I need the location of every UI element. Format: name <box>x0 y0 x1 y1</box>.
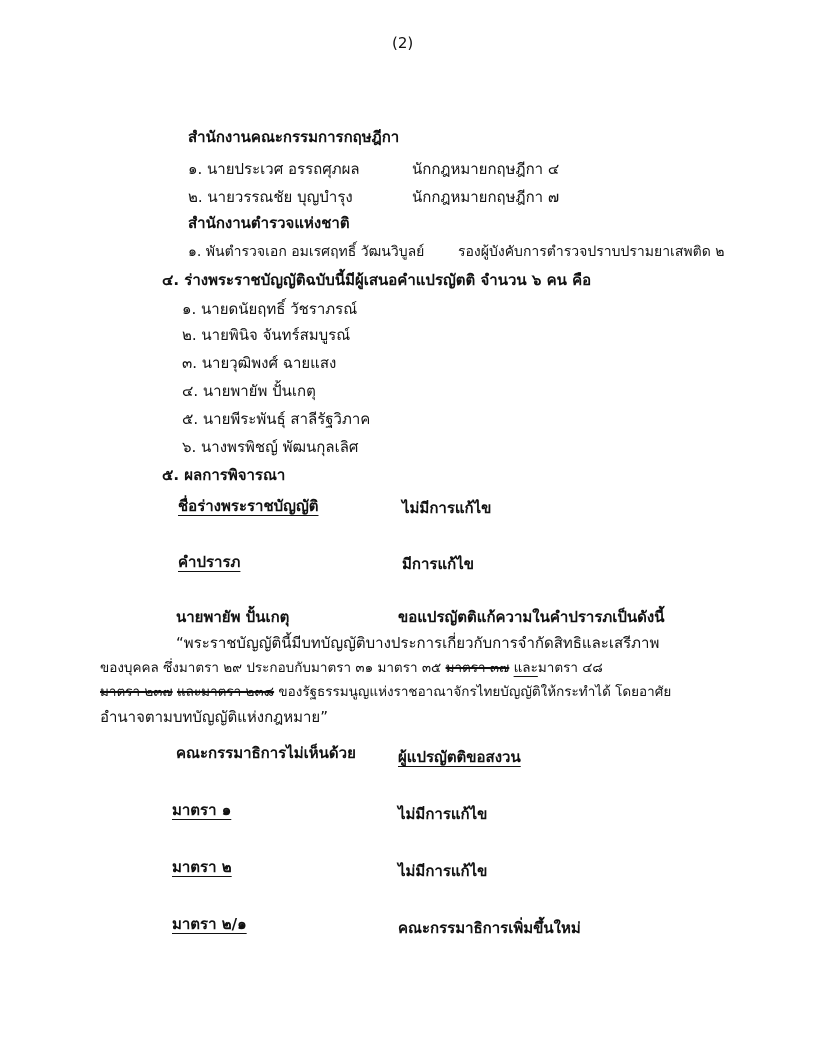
quote-line-1: “พระราชบัญญัตินี้มีบทบัญญัติบางประการเกี่ยวกับการจำกัดสิทธิและเสรีภาพ <box>176 634 660 652</box>
section-5-heading: ๕. ผลการพิจารณา <box>162 466 286 484</box>
office-member-name: ๒. นายวรรณชัย บุญบำรุง <box>188 188 353 206</box>
police-heading: สำนักงานตำรวจแห่งชาติ <box>188 214 350 232</box>
quote-line-2-text: ของบุคคล ซึ่งมาตรา ๒๙ ประกอบกับมาตรา ๓๑ มาตรา ๓๕ <box>100 660 442 676</box>
amender-item: ๑. นายดนัยฤทธิ์ วัชราภรณ์ <box>182 300 358 318</box>
police-member-name: ๑. พันตำรวจเอก อมเรศฤทธิ์ วัฒนวิบูลย์ <box>188 244 425 260</box>
section-label: มาตรา ๒/๑ <box>172 915 247 933</box>
committee-disagree: คณะกรรมาธิการไม่เห็นด้วย <box>176 744 356 762</box>
amender-item: ๓. นายวุฒิพงศ์ ฉายแสง <box>182 354 337 372</box>
section-result: ไม่มีการแก้ไข <box>398 805 488 823</box>
bill-name-label: ชื่อร่างพระราชบัญญัติ <box>178 497 319 515</box>
section-label: มาตรา ๒ <box>172 858 232 876</box>
amender-item: ๔. นายพายัพ ปั้นเกตุ <box>182 382 316 400</box>
quote-line-3 <box>100 684 671 700</box>
office-council-heading: สำนักงานคณะกรรมการกฤษฎีกา <box>188 128 400 146</box>
amender-item: ๒. นายพินิจ จันทร์สมบูรณ์ <box>182 326 351 344</box>
quote-line-2-text: มาตรา ๔๘ <box>537 660 603 676</box>
section-result: ไม่มีการแก้ไข <box>398 862 488 880</box>
quote-line-4: อำนาจตามบทบัญญัติแห่งกฎหมาย” <box>100 708 328 726</box>
mover-request: ขอแปรญัตติแก้ความในคำปรารภเป็นดังนี้ <box>398 608 665 626</box>
quote-line-3-text: ของรัฐธรรมนูญแห่งราชอาณาจักรไทยบัญญัติให้กระทำได้ โดยอาศัย <box>274 684 672 700</box>
office-member-title: นักกฎหมายกฤษฎีกา ๔ <box>412 160 560 178</box>
mover-name: นายพายัพ ปั้นเกตุ <box>176 608 290 626</box>
police-member-title: รองผู้บังคับการตำรวจปราบปรามยาเสพติด ๒ <box>458 244 725 260</box>
section-result: คณะกรรมาธิการเพิ่มขึ้นใหม่ <box>398 919 581 937</box>
mover-reserves: ผู้แปรญัตติขอสงวน <box>398 748 521 766</box>
section-label: มาตรา ๑ <box>172 801 232 819</box>
preamble-result: มีการแก้ไข <box>402 555 474 573</box>
office-member-title: นักกฎหมายกฤษฎีกา ๗ <box>412 188 560 206</box>
office-member-name: ๑. นายประเวศ อรรถศุภผล <box>188 160 360 178</box>
page-number: (2) <box>392 34 414 52</box>
amender-item: ๕. นายพีระพันธุ์ สาลีรัฐวิภาค <box>182 410 371 428</box>
struck-text: มาตรา ๒๓๗ <box>100 684 173 700</box>
amender-item: ๖. นางพรพิชญ์ พัฒนกุลเลิศ <box>182 438 359 456</box>
section-4-heading: ๔. ร่างพระราชบัญญัติฉบับนี้มีผู้เสนอคำแปรญัตติ จำนวน ๖ คน คือ <box>162 271 592 289</box>
bill-name-result: ไม่มีการแก้ไข <box>402 499 492 517</box>
struck-text: และมาตรา ๒๓๘ <box>176 684 275 700</box>
struck-text: มาตรา ๓๗ <box>445 660 510 676</box>
quote-line-2 <box>100 660 603 676</box>
inserted-text: และ <box>513 660 538 676</box>
preamble-label: คำปรารภ <box>178 553 241 571</box>
